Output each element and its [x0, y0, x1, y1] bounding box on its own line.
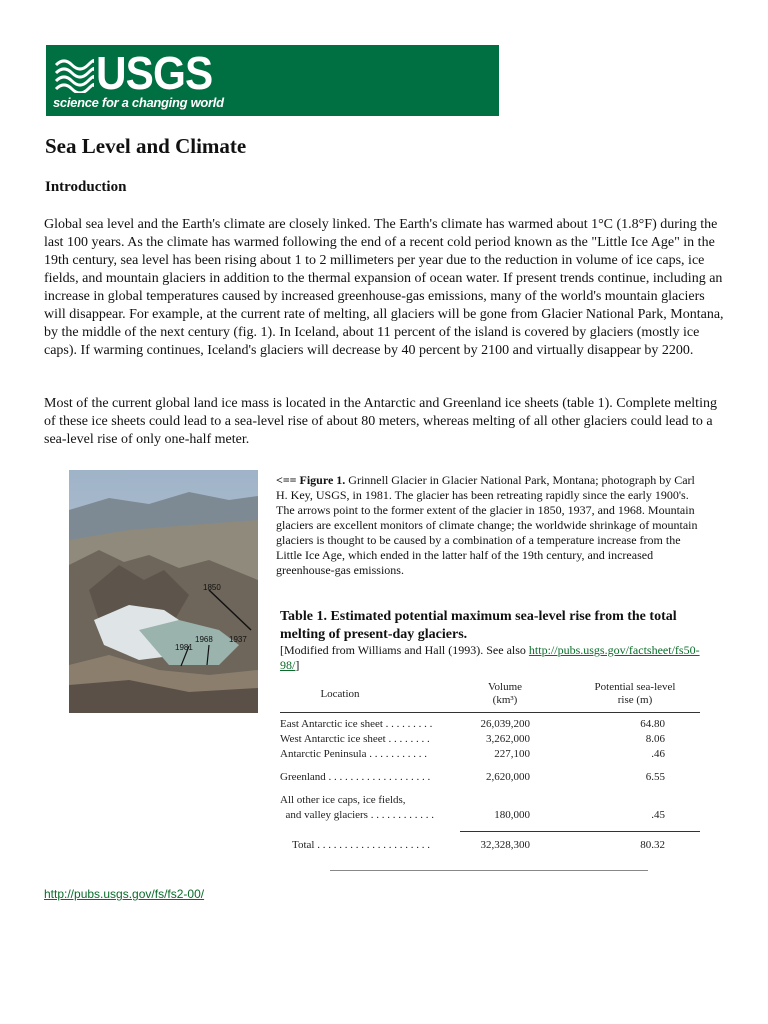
header-volume-line1: Volume — [487, 681, 523, 693]
photo-label-1937: 1937 — [229, 635, 247, 644]
divider — [330, 870, 648, 871]
header-rise — [580, 681, 690, 707]
table-row: Antarctic Peninsula . . . . . . . . . . . 227,100 .46 — [280, 748, 665, 760]
table-row: East Antarctic ice sheet . . . . . . . . . 26,039,200 64.80 — [280, 718, 665, 730]
sea-level-table — [280, 678, 700, 853]
photo-label-1968: 1968 — [195, 635, 213, 644]
table-row: West Antarctic ice sheet . . . . . . . . 3,262,000 8.06 — [280, 733, 665, 745]
header-location: Location — [320, 688, 360, 700]
usgs-tagline: science for a changing world — [53, 95, 224, 110]
footer-link[interactable]: http://pubs.usgs.gov/fs/fs2-00/ — [44, 887, 205, 901]
table-title: Table 1. Estimated potential maximum sea-level rise from the total melting of present-day glaciers. — [280, 609, 677, 642]
header-volume-line2: (km³) — [492, 694, 518, 706]
table-note-prefix: [Modified from Williams and Hall (1993). See also — [280, 643, 529, 657]
intro-paragraph-2: Most of the current global land ice mass is located in the Antarctic and Greenland ice sheets (table 1). Complete melting of these ice sheets could lead to a sea-level rise of about 80 meters, whereas melting of all other glaciers could lead to a sea-level rise of only one-half meter. — [44, 396, 717, 447]
table-row: All other ice caps, ice fields, — [280, 794, 406, 806]
factsheet-link[interactable]: http://pubs.usgs.gov/factsheet/fs50-98/ — [280, 643, 700, 672]
table-header — [280, 678, 700, 713]
header-rise-line2: rise (m) — [617, 694, 653, 706]
usgs-logo-text: USGS — [96, 47, 213, 99]
page-title: Sea Level and Climate — [45, 134, 247, 158]
table-note — [280, 643, 710, 673]
intro-paragraph-1: Global sea level and the Earth's climate are closely linked. The Earth's climate has warmed about 1°C (1.8°F) during the last 100 years. As the climate has warmed following the end of a recent cold period known as the "Little Ice Age" in the 19th century, sea level has been rising about 1 to 2 millimeters per year due to the reduction in volume of ice caps, ice fields, and mountain glaciers in addition to the thermal expansion of ocean water. If present trends continue, including an increase in global temperatures caused by increased greenhouse-gas emissions, many of the world's mountain glaciers will disappear. For example, at the current rate of melting, all glaciers will be gone from Glacier National Park, Montana, by the middle of the next century (fig. 1). In Iceland, about 11 percent of the island is covered by glaciers (mostly ice caps). If warming continues, Iceland's glaciers will decrease by 40 percent by 2100 and virtually disappear by 2200. — [44, 217, 724, 358]
photo-label-1850: 1850 — [203, 583, 221, 592]
figure-caption-prefix: <== Figure 1. — [276, 473, 346, 487]
table-row: Greenland . . . . . . . . . . . . . . . . . . . 2,620,000 6.55 — [280, 771, 665, 783]
glacier-photo — [69, 470, 258, 713]
section-heading: Introduction — [45, 179, 127, 195]
usgs-banner — [46, 45, 499, 116]
table-note-suffix: ] — [295, 658, 300, 672]
figure-caption-text: Grinnell Glacier in Glacier National Park, Montana; photograph by Carl H. Key, USGS, in 1981. The glacier has been retreating rapidly since the early 1900's. The arrows point to the former extent of the glacier in 1850, 1937, and 1968. Mountain glaciers are excellent monitors of climate change; the worldwide shrinkage of mountain glaciers is thought to be caused by a combination of a temperature increase from the Little Ice Age, which ended in the latter half of the 19th century, and increased greenhouse-gas emissions. — [276, 473, 698, 577]
table-row: and valley glaciers . . . . . . . . . . . . 180,000 .45 — [280, 809, 665, 821]
header-volume — [460, 681, 550, 707]
photo-label-1981: 1981 — [175, 643, 193, 652]
table-total-row: Total . . . . . . . . . . . . . . . . . . . . . 32,328,300 80.32 — [292, 839, 665, 851]
header-rise-line1: Potential sea-level — [594, 681, 676, 693]
usgs-waves-icon — [54, 53, 94, 93]
figure-caption — [276, 473, 706, 578]
